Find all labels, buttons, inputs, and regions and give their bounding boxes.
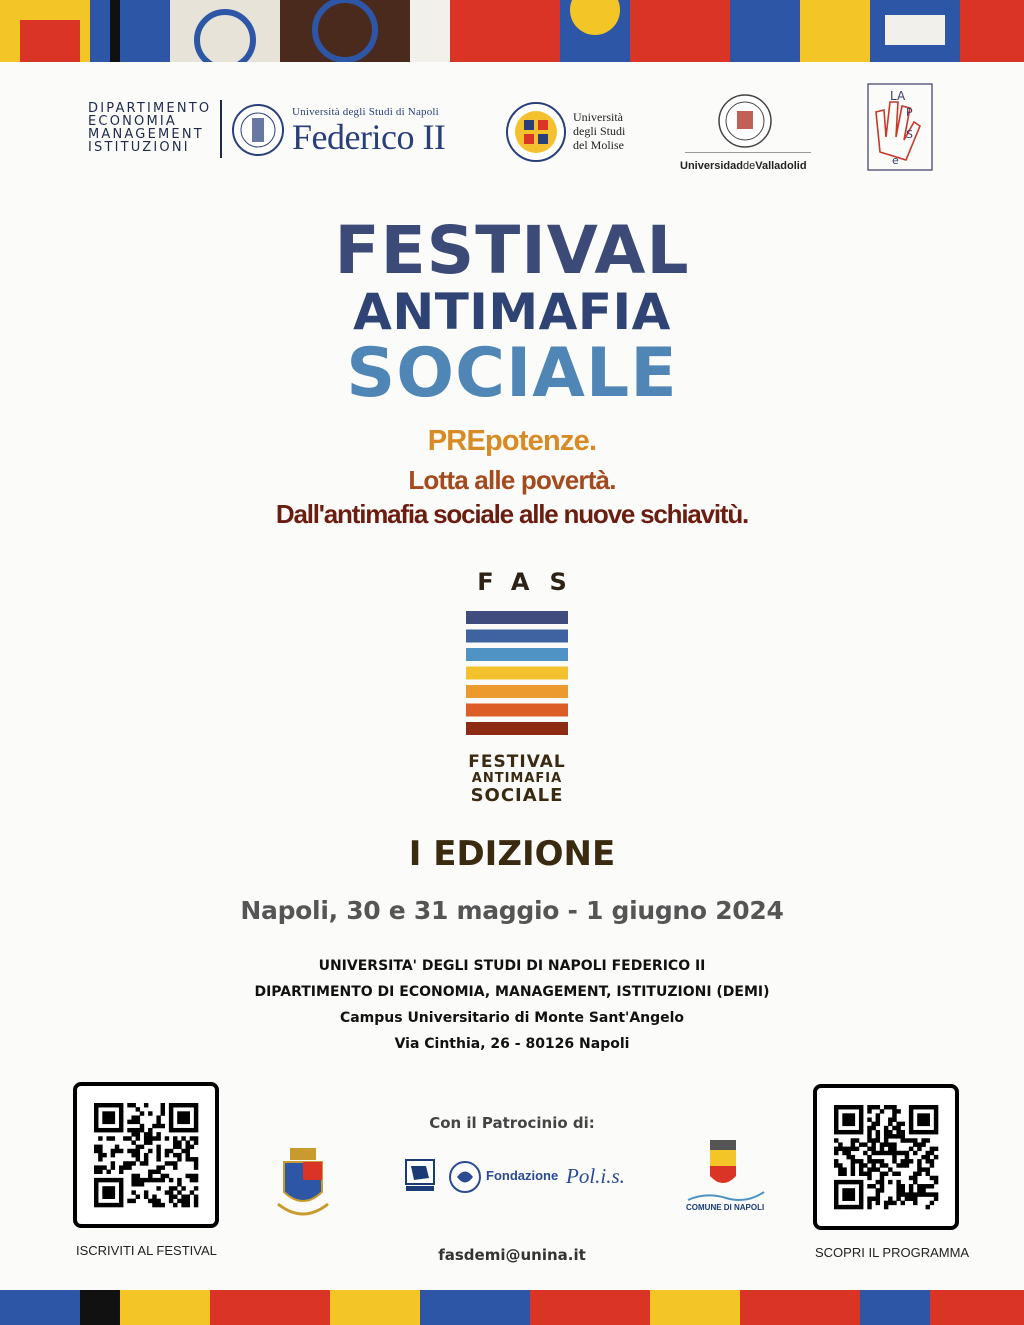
demi-line-1: DIPARTIMENTO <box>88 101 212 116</box>
polis-label: Pol.i.s. <box>566 1164 625 1188</box>
fondazione-polis-icon <box>448 1160 482 1194</box>
fas-letters: FAS <box>477 568 587 596</box>
qr-right-label: SCOPRI IL PROGRAMMA <box>815 1245 970 1260</box>
fas-stripes-icon <box>466 611 568 739</box>
polizia-crest-icon <box>276 1148 330 1220</box>
address-line-3: Campus Universitario di Monte Sant'Angelo <box>339 1010 685 1026</box>
valladolid-seal-icon <box>718 94 772 148</box>
event-date: Napoli, 30 e 31 maggio - 1 giugno 2024 <box>240 896 784 925</box>
molise-seal-icon <box>506 102 566 162</box>
laps-logo-icon <box>866 82 934 172</box>
qr-code-program[interactable] <box>813 1084 959 1230</box>
address-line-2: DIPARTIMENTO DI ECONOMIA, MANAGEMENT, ISTITUZIONI (DEMI) <box>254 984 770 1000</box>
fas-name-line-1: FESTIVAL <box>468 752 566 772</box>
federico-seal-icon <box>232 104 284 156</box>
fas-stripe <box>466 685 568 698</box>
qr-left-label: ISCRIVITI AL FESTIVAL <box>76 1243 217 1258</box>
fas-stripe <box>466 611 568 624</box>
fondazione-label: Fondazione <box>486 1168 559 1183</box>
decorative-bottom-band <box>0 1290 1024 1325</box>
demi-line-2: ECONOMIA <box>88 114 178 129</box>
svg-text:LA: LA <box>890 89 906 103</box>
demi-logo <box>88 102 218 154</box>
fas-stripe <box>466 648 568 661</box>
subtitle-prepotenze: PREpotenze. <box>427 425 597 457</box>
comune-napoli-crest-icon <box>706 1140 740 1192</box>
regione-campania-icon <box>404 1158 436 1194</box>
edition-heading: I EDIZIONE <box>408 834 616 874</box>
address-line-4: Via Cinthia, 26 - 80126 Napoli <box>394 1036 630 1052</box>
fas-name-line-2: ANTIMAFIA <box>471 771 563 786</box>
patronage-label: Con il Patrocinio di: <box>429 1114 595 1132</box>
valladolid-text-c: Valladolid <box>755 160 807 172</box>
demi-line-3: MANAGEMENT <box>88 127 204 142</box>
qr-code-register[interactable] <box>73 1082 219 1228</box>
demi-line-4: ISTITUZIONI <box>88 140 190 155</box>
qr-code-icon <box>817 1088 955 1226</box>
subtitle-schiavitu: Dall'antimafia sociale alle nuove schiavitù. <box>275 499 749 529</box>
fas-stripe <box>466 667 568 680</box>
fas-stripe <box>466 722 568 735</box>
decorative-top-band <box>0 0 1024 62</box>
molise-line-3: del Molise <box>573 138 624 152</box>
fas-stripe <box>466 630 568 643</box>
fas-stripe <box>466 704 568 717</box>
title-sociale: SOCIALE <box>346 334 678 413</box>
molise-text <box>573 110 625 152</box>
svg-text:e: e <box>892 154 899 167</box>
wave-icon <box>686 1188 766 1204</box>
title-antimafia: ANTIMAFIA <box>353 283 671 341</box>
qr-code-icon <box>77 1086 215 1224</box>
molise-line-1: Università <box>573 110 623 124</box>
valladolid-text <box>680 160 807 172</box>
fas-name-line-3: SOCIALE <box>470 785 564 806</box>
federico-small-text: Università degli Studi di Napoli <box>292 106 439 118</box>
molise-line-2: degli Studi <box>573 124 626 138</box>
valladolid-text-a: Universidad <box>680 160 743 172</box>
contact-email[interactable]: fasdemi@unina.it <box>438 1246 586 1264</box>
svg-text:P: P <box>906 106 913 119</box>
valladolid-divider <box>685 152 811 153</box>
federico-big-text: Federico II <box>292 117 446 157</box>
subtitle-poverta: Lotta alle povertà. <box>408 465 616 495</box>
demi-separator <box>220 100 222 158</box>
title-festival: FESTIVAL <box>334 212 690 289</box>
valladolid-text-b: de <box>742 160 756 172</box>
address-line-1: UNIVERSITA' DEGLI STUDI DI NAPOLI FEDERICO II <box>318 958 706 974</box>
svg-text:S: S <box>906 128 913 141</box>
comune-label: COMUNE DI NAPOLI <box>686 1203 765 1212</box>
